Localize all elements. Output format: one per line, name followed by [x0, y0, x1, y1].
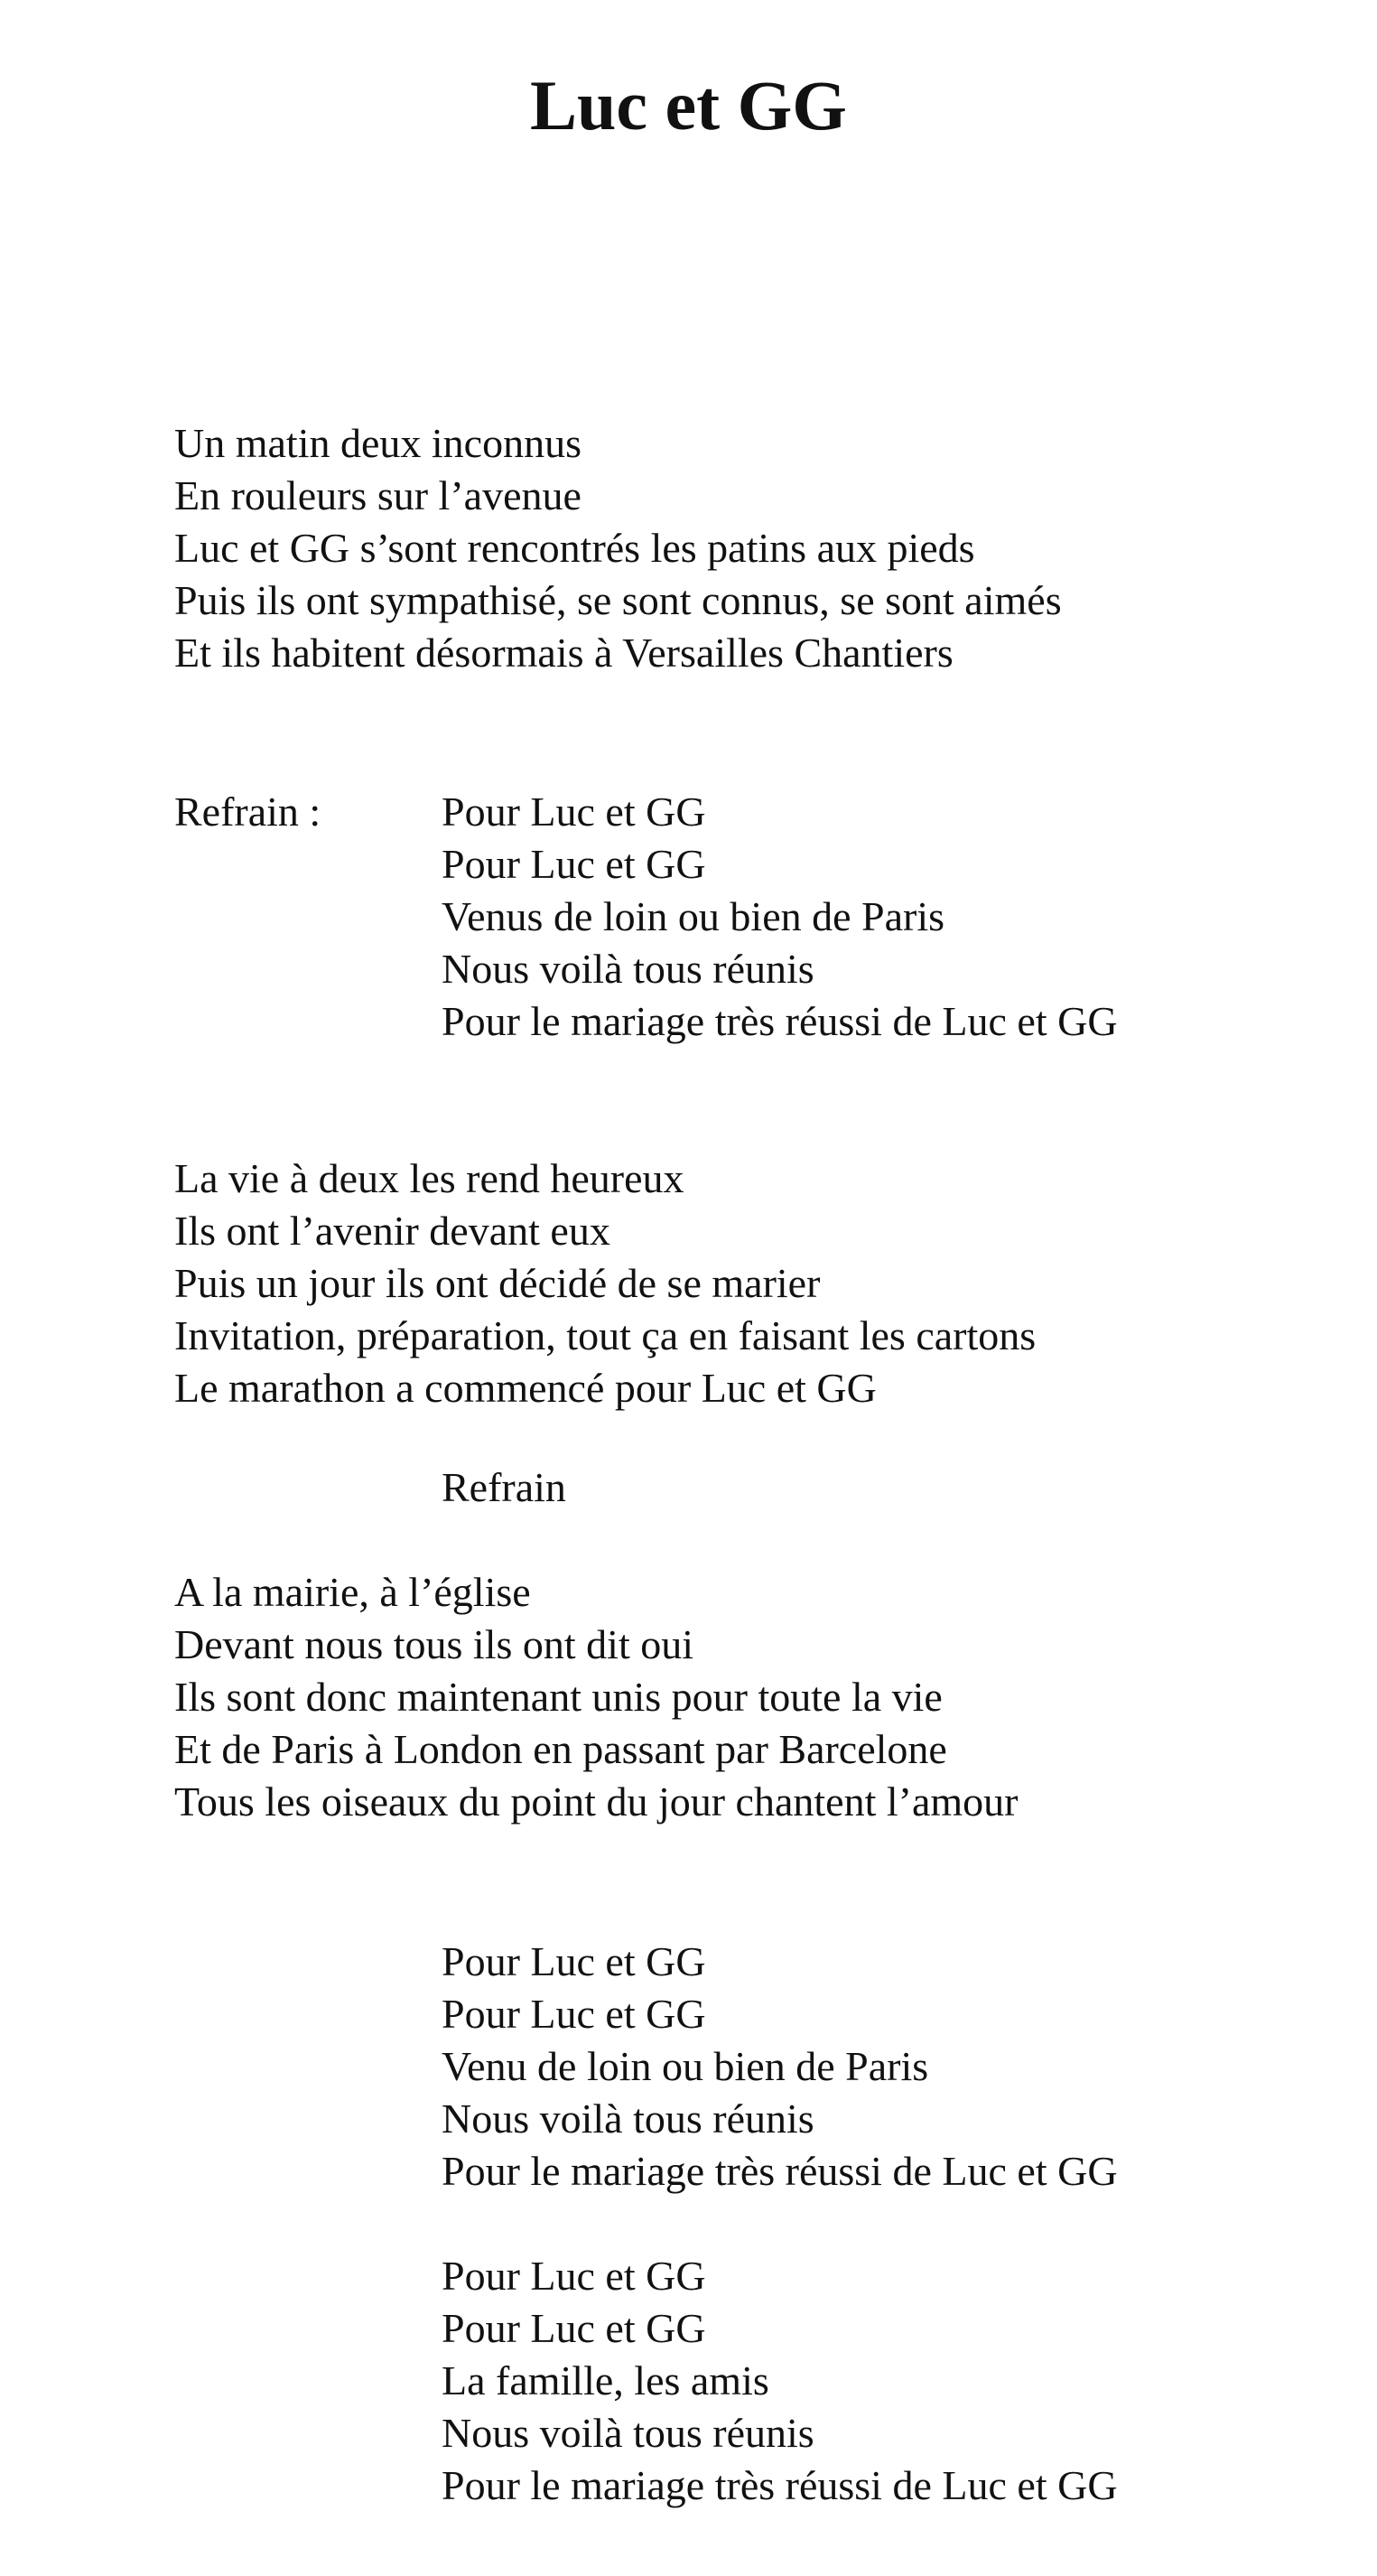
verse-line: Invitation, préparation, tout ça en faisant les cartons: [174, 1312, 1037, 1358]
verse-line: Devant nous tous ils ont dit oui: [174, 1621, 693, 1667]
refrain-line: Nous voilà tous réunis: [442, 2410, 814, 2456]
refrain-marker: Refrain: [442, 1464, 566, 1510]
refrain-line: Pour Luc et GG: [442, 2305, 706, 2351]
verse-line: En rouleurs sur l’avenue: [174, 472, 582, 518]
verse-line: La vie à deux les rend heureux: [174, 1155, 684, 1201]
verse-line: A la mairie, à l’église: [174, 1569, 531, 1615]
refrain-line: Pour Luc et GG: [442, 1991, 706, 2037]
verse-line: Luc et GG s’sont rencontrés les patins aux pieds: [174, 525, 975, 571]
verse-line: Et de Paris à London en passant par Barcelone: [174, 1726, 947, 1772]
refrain-line: Nous voilà tous réunis: [442, 946, 814, 992]
verse-1: [174, 417, 1062, 679]
refrain-2: [442, 1936, 1118, 2198]
verse-line: Un matin deux inconnus: [174, 420, 582, 466]
verse-line: Puis un jour ils ont décidé de se marier: [174, 1260, 821, 1306]
verse-line: Le marathon a commencé pour Luc et GG: [174, 1365, 877, 1411]
refrain-line: Pour Luc et GG: [442, 841, 706, 887]
refrain-line: Pour Luc et GG: [442, 2253, 706, 2299]
refrain-line: Nous voilà tous réunis: [442, 2095, 814, 2142]
refrain-line: Pour le mariage très réussi de Luc et GG: [442, 2148, 1118, 2194]
refrain-label: Refrain :: [174, 789, 321, 835]
verse-line: Tous les oiseaux du point du jour chantent l’amour: [174, 1778, 1019, 1825]
refrain-line: Pour Luc et GG: [442, 1938, 706, 1984]
verse-line: Et ils habitent désormais à Versailles Chantiers: [174, 630, 954, 676]
verse-line: Ils sont donc maintenant unis pour toute la vie: [174, 1674, 943, 1720]
refrain-line: Pour le mariage très réussi de Luc et GG: [442, 998, 1118, 1044]
refrain-1: [442, 786, 1118, 1048]
refrain-3: [442, 2250, 1118, 2512]
verse-line: Ils ont l’avenir devant eux: [174, 1208, 610, 1254]
verse-3: [174, 1566, 1019, 1828]
refrain-line: La famille, les amis: [442, 2357, 769, 2403]
page-title: Luc et GG: [530, 66, 847, 145]
refrain-line: Venus de loin ou bien de Paris: [442, 893, 945, 939]
verse-2: [174, 1153, 1036, 1414]
refrain-line: Pour Luc et GG: [442, 789, 706, 835]
refrain-line: Pour le mariage très réussi de Luc et GG: [442, 2462, 1118, 2508]
verse-line: Puis ils ont sympathisé, se sont connus, se sont aimés: [174, 577, 1062, 623]
refrain-line: Venu de loin ou bien de Paris: [442, 2043, 929, 2089]
